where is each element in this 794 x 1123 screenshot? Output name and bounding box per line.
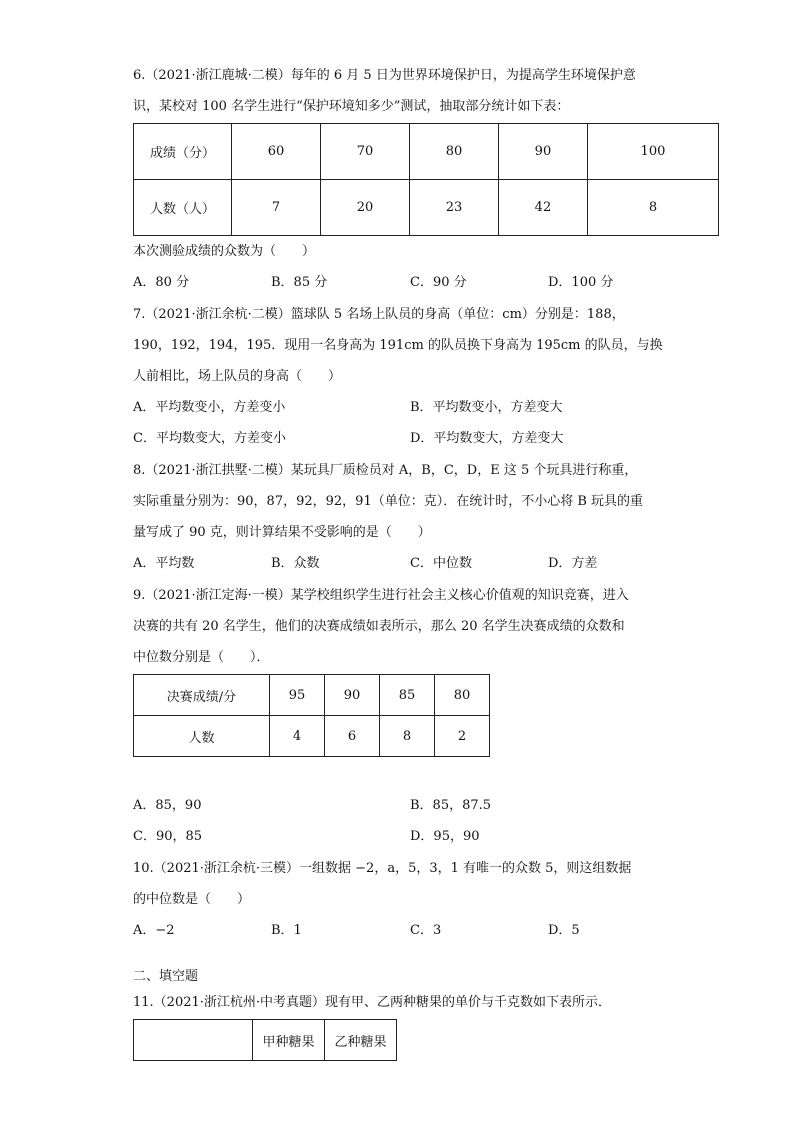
table-cell: 100 bbox=[587, 124, 718, 180]
section-title: 二、填空题 bbox=[133, 969, 199, 984]
table-cell: 人数（人） bbox=[134, 180, 232, 236]
q7-option-a[interactable]: A．平均数变小，方差变小 bbox=[133, 400, 286, 415]
q9-option-d[interactable]: D．95，90 bbox=[410, 829, 480, 844]
table-cell: 80 bbox=[409, 124, 498, 180]
table-cell: 甲种糖果 bbox=[253, 1020, 325, 1061]
q7-option-d[interactable]: D．平均数变大，方差变大 bbox=[410, 431, 564, 446]
q9-score-table bbox=[133, 674, 490, 757]
table-cell: 42 bbox=[498, 180, 587, 236]
table-row bbox=[134, 180, 719, 236]
table-cell: 8 bbox=[380, 716, 435, 757]
table-row bbox=[134, 675, 490, 716]
q9-line-2: 决赛的共有 20 名学生，他们的决赛成绩如表所示，那么 20 名学生决赛成绩的众数和 bbox=[133, 619, 625, 634]
q9-option-b[interactable]: B．85，87.5 bbox=[410, 798, 492, 813]
q9-option-a[interactable]: A．85，90 bbox=[133, 798, 202, 813]
table-cell: 90 bbox=[325, 675, 380, 716]
table-cell: 90 bbox=[498, 124, 587, 180]
q9-line-1: 9.（2021·浙江定海·一模）某学校组织学生进行社会主义核心价值观的知识竞赛，进入 bbox=[133, 588, 629, 603]
q6-option-c[interactable]: C．90 分 bbox=[410, 275, 467, 290]
q7-line-2: 190，192，194，195．现用一名身高为 191cm 的队员换下身高为 195cm 的队员，与换 bbox=[133, 338, 663, 353]
table-cell: 60 bbox=[232, 124, 321, 180]
q6-option-a[interactable]: A．80 分 bbox=[133, 275, 190, 290]
q10-option-b[interactable]: B．1 bbox=[271, 923, 302, 938]
table-cell: 8 bbox=[587, 180, 718, 236]
q8-option-a[interactable]: A．平均数 bbox=[133, 556, 195, 571]
q7-option-b[interactable]: B．平均数变小，方差变大 bbox=[410, 400, 563, 415]
table-cell: 85 bbox=[380, 675, 435, 716]
q7-line-3: 人前相比，场上队员的身高（ ） bbox=[133, 369, 342, 384]
q8-option-d[interactable]: D．方差 bbox=[548, 556, 598, 571]
table-cell: 乙种糖果 bbox=[325, 1020, 397, 1061]
table-cell: 6 bbox=[325, 716, 380, 757]
table-cell: 7 bbox=[232, 180, 321, 236]
table-cell: 成绩（分） bbox=[134, 124, 232, 180]
table-cell: 人数 bbox=[134, 716, 270, 757]
table-cell: 80 bbox=[435, 675, 490, 716]
q8-line-3: 量写成了 90 克，则计算结果不受影响的是（ ） bbox=[133, 525, 431, 540]
table-cell: 决赛成绩/分 bbox=[134, 675, 270, 716]
q8-option-c[interactable]: C．中位数 bbox=[410, 556, 472, 571]
q6-option-b[interactable]: B．85 分 bbox=[271, 275, 328, 290]
table-cell: 95 bbox=[270, 675, 325, 716]
table-cell: 23 bbox=[409, 180, 498, 236]
table-cell: 4 bbox=[270, 716, 325, 757]
q6-question: 本次测验成绩的众数为（ ） bbox=[133, 244, 316, 259]
q6-option-d[interactable]: D．100 分 bbox=[548, 275, 614, 290]
q10-option-d[interactable]: D．5 bbox=[548, 923, 580, 938]
q10-option-a[interactable]: A．−2 bbox=[133, 923, 175, 938]
q6-line-2: 识，某校对 100 名学生进行“保护环境知多少”测试，抽取部分统计如下表： bbox=[133, 99, 570, 114]
q11-line-1: 11.（2021·浙江杭州·中考真题）现有甲、乙两种糖果的单价与千克数如下表所示． bbox=[133, 995, 612, 1010]
q6-line-1: 6.（2021·浙江鹿城·二模）每年的 6 月 5 日为世界环境保护日，为提高学生环境保护意 bbox=[133, 68, 636, 83]
q10-line-2: 的中位数是（ ） bbox=[133, 892, 251, 907]
table-cell bbox=[134, 1020, 253, 1061]
q7-line-1: 7.（2021·浙江余杭·二模）篮球队 5 名场上队员的身高（单位：cm）分别是：188， bbox=[133, 307, 625, 322]
table-cell: 2 bbox=[435, 716, 490, 757]
q9-option-c[interactable]: C．90，85 bbox=[133, 829, 203, 844]
q10-option-c[interactable]: C．3 bbox=[410, 923, 442, 938]
table-row bbox=[134, 124, 719, 180]
q11-candy-table bbox=[133, 1019, 397, 1061]
table-row bbox=[134, 1020, 397, 1061]
q8-line-2: 实际重量分别为：90，87，92，92，91（单位：克）．在统计时，不小心将 B 玩具的重 bbox=[133, 494, 644, 509]
table-cell: 20 bbox=[320, 180, 409, 236]
table-cell: 70 bbox=[320, 124, 409, 180]
q8-line-1: 8.（2021·浙江拱墅·二模）某玩具厂质检员对 A，B，C，D，E 这 5 个玩具进行称重， bbox=[133, 463, 638, 478]
q8-option-b[interactable]: B．众数 bbox=[271, 556, 320, 571]
q7-option-c[interactable]: C．平均数变大，方差变小 bbox=[133, 431, 286, 446]
q6-score-table bbox=[133, 123, 719, 236]
q10-line-1: 10.（2021·浙江余杭·三模）一组数据 −2，a，5，3，1 有唯一的众数 5，则这组数据 bbox=[133, 861, 632, 876]
table-row bbox=[134, 716, 490, 757]
q9-line-3: 中位数分别是（ ）． bbox=[133, 650, 270, 665]
